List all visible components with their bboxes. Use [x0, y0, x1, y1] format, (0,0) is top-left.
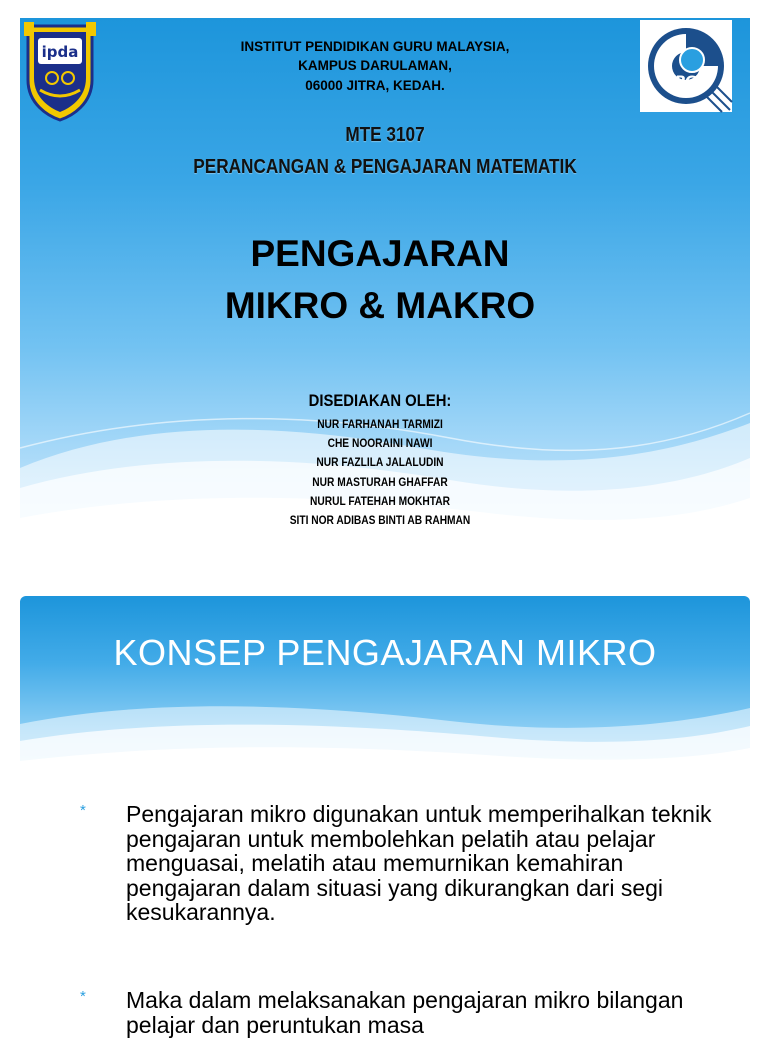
institution-line-3: 06000 JITRA, KEDAH. — [305, 78, 445, 93]
course-name: PERANCANGAN & PENGAJARAN MATEMATIK — [193, 156, 577, 178]
bullet-text: Pengajaran mikro digunakan untuk memperihalkan teknik pengajaran untuk membolehkan pelatih atau pelajar menguasai, melatih atau memurnikan kemahiran pengajaran dalam situasi yang dikurangkan dari segi kesukarannya. — [126, 801, 712, 925]
decorative-wave — [20, 596, 750, 786]
svg-text:iPG: iPG — [670, 74, 697, 90]
institution-line-1: INSTITUT PENDIDIKAN GURU MALAYSIA, — [240, 39, 510, 54]
bullet-marker: * — [80, 802, 86, 819]
author-name: NUR FARHANAH TARMIZI — [317, 417, 443, 431]
author-name: NUR FAZLILA JALALUDIN — [316, 455, 444, 469]
author-name: NUR MASTURAH GHAFFAR — [312, 475, 448, 489]
institution-line-2: KAMPUS DARULAMAN, — [298, 58, 452, 73]
slide-title-line-2: MIKRO & MAKRO — [224, 285, 536, 326]
bullet-marker: * — [80, 988, 86, 1005]
slide-title-line-1: PENGAJARAN — [250, 233, 510, 274]
ipg-logo-icon — [640, 20, 732, 112]
course-code: MTE 3107 — [345, 124, 425, 146]
author-name: NURUL FATEHAH MOKHTAR — [310, 494, 450, 508]
slide-header — [20, 596, 750, 786]
content-slide — [20, 596, 750, 1038]
ipda-crest-logo-icon — [24, 22, 96, 122]
author-name: CHE NOORAINI NAWI — [327, 436, 433, 450]
prepared-by-label: DISEDIAKAN OLEH: — [308, 392, 452, 410]
title-slide — [20, 18, 750, 566]
slide-title: KONSEP PENGAJARAN MIKRO — [113, 632, 657, 673]
author-name: SITI NOR ADIBAS BINTI AB RAHMAN — [289, 513, 471, 527]
svg-text:ipda: ipda — [41, 43, 79, 61]
bullet-text: Maka dalam melaksanakan pengajaran mikro bilangan pelajar dan peruntukan masa — [126, 987, 684, 1038]
